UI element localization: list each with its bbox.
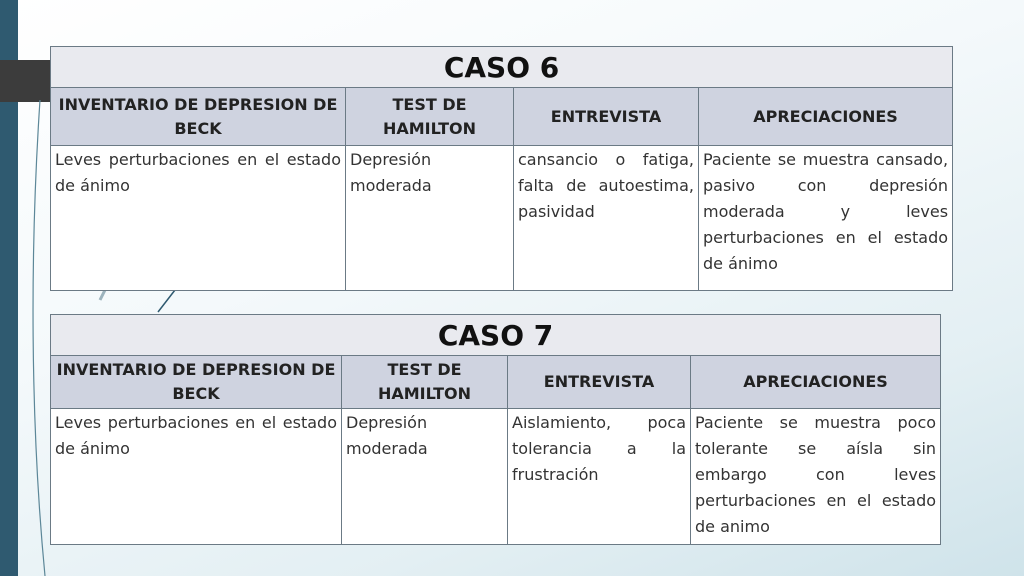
case-6-title: CASO 6 xyxy=(51,47,953,88)
header-beck: INVENTARIO DE DEPRESION DE BECK xyxy=(51,88,346,146)
cell-beck: Leves perturbaciones en el estado de ánimo xyxy=(51,409,342,545)
cell-beck: Leves perturbaciones en el estado de ánimo xyxy=(51,146,346,291)
cell-entrevista: cansancio o fatiga, falta de autoestima, pasividad xyxy=(514,146,699,291)
header-apreciaciones: APRECIACIONES xyxy=(699,88,953,146)
cell-apreciaciones: Paciente se muestra poco tolerante se aísla sin embargo con leves perturbaciones en el estado de animo xyxy=(691,409,941,545)
cell-apreciaciones: Paciente se muestra cansado, pasivo con depresión moderada y leves perturbaciones en el estado de ánimo xyxy=(699,146,953,291)
case-7-title: CASO 7 xyxy=(51,315,941,356)
header-entrevista: ENTREVISTA xyxy=(508,356,691,409)
left-accent-block xyxy=(0,60,50,102)
cell-hamilton: Depresión moderada xyxy=(342,409,508,545)
header-hamilton: TEST DE HAMILTON xyxy=(342,356,508,409)
cell-entrevista: Aislamiento, poca tolerancia a la frustración xyxy=(508,409,691,545)
cell-hamilton: Depresión moderada xyxy=(346,146,514,291)
case-6-table xyxy=(50,46,953,291)
case-7-table xyxy=(50,314,941,545)
header-entrevista: ENTREVISTA xyxy=(514,88,699,146)
header-beck: INVENTARIO DE DEPRESION DE BECK xyxy=(51,356,342,409)
header-apreciaciones: APRECIACIONES xyxy=(691,356,941,409)
header-hamilton: TEST DE HAMILTON xyxy=(346,88,514,146)
